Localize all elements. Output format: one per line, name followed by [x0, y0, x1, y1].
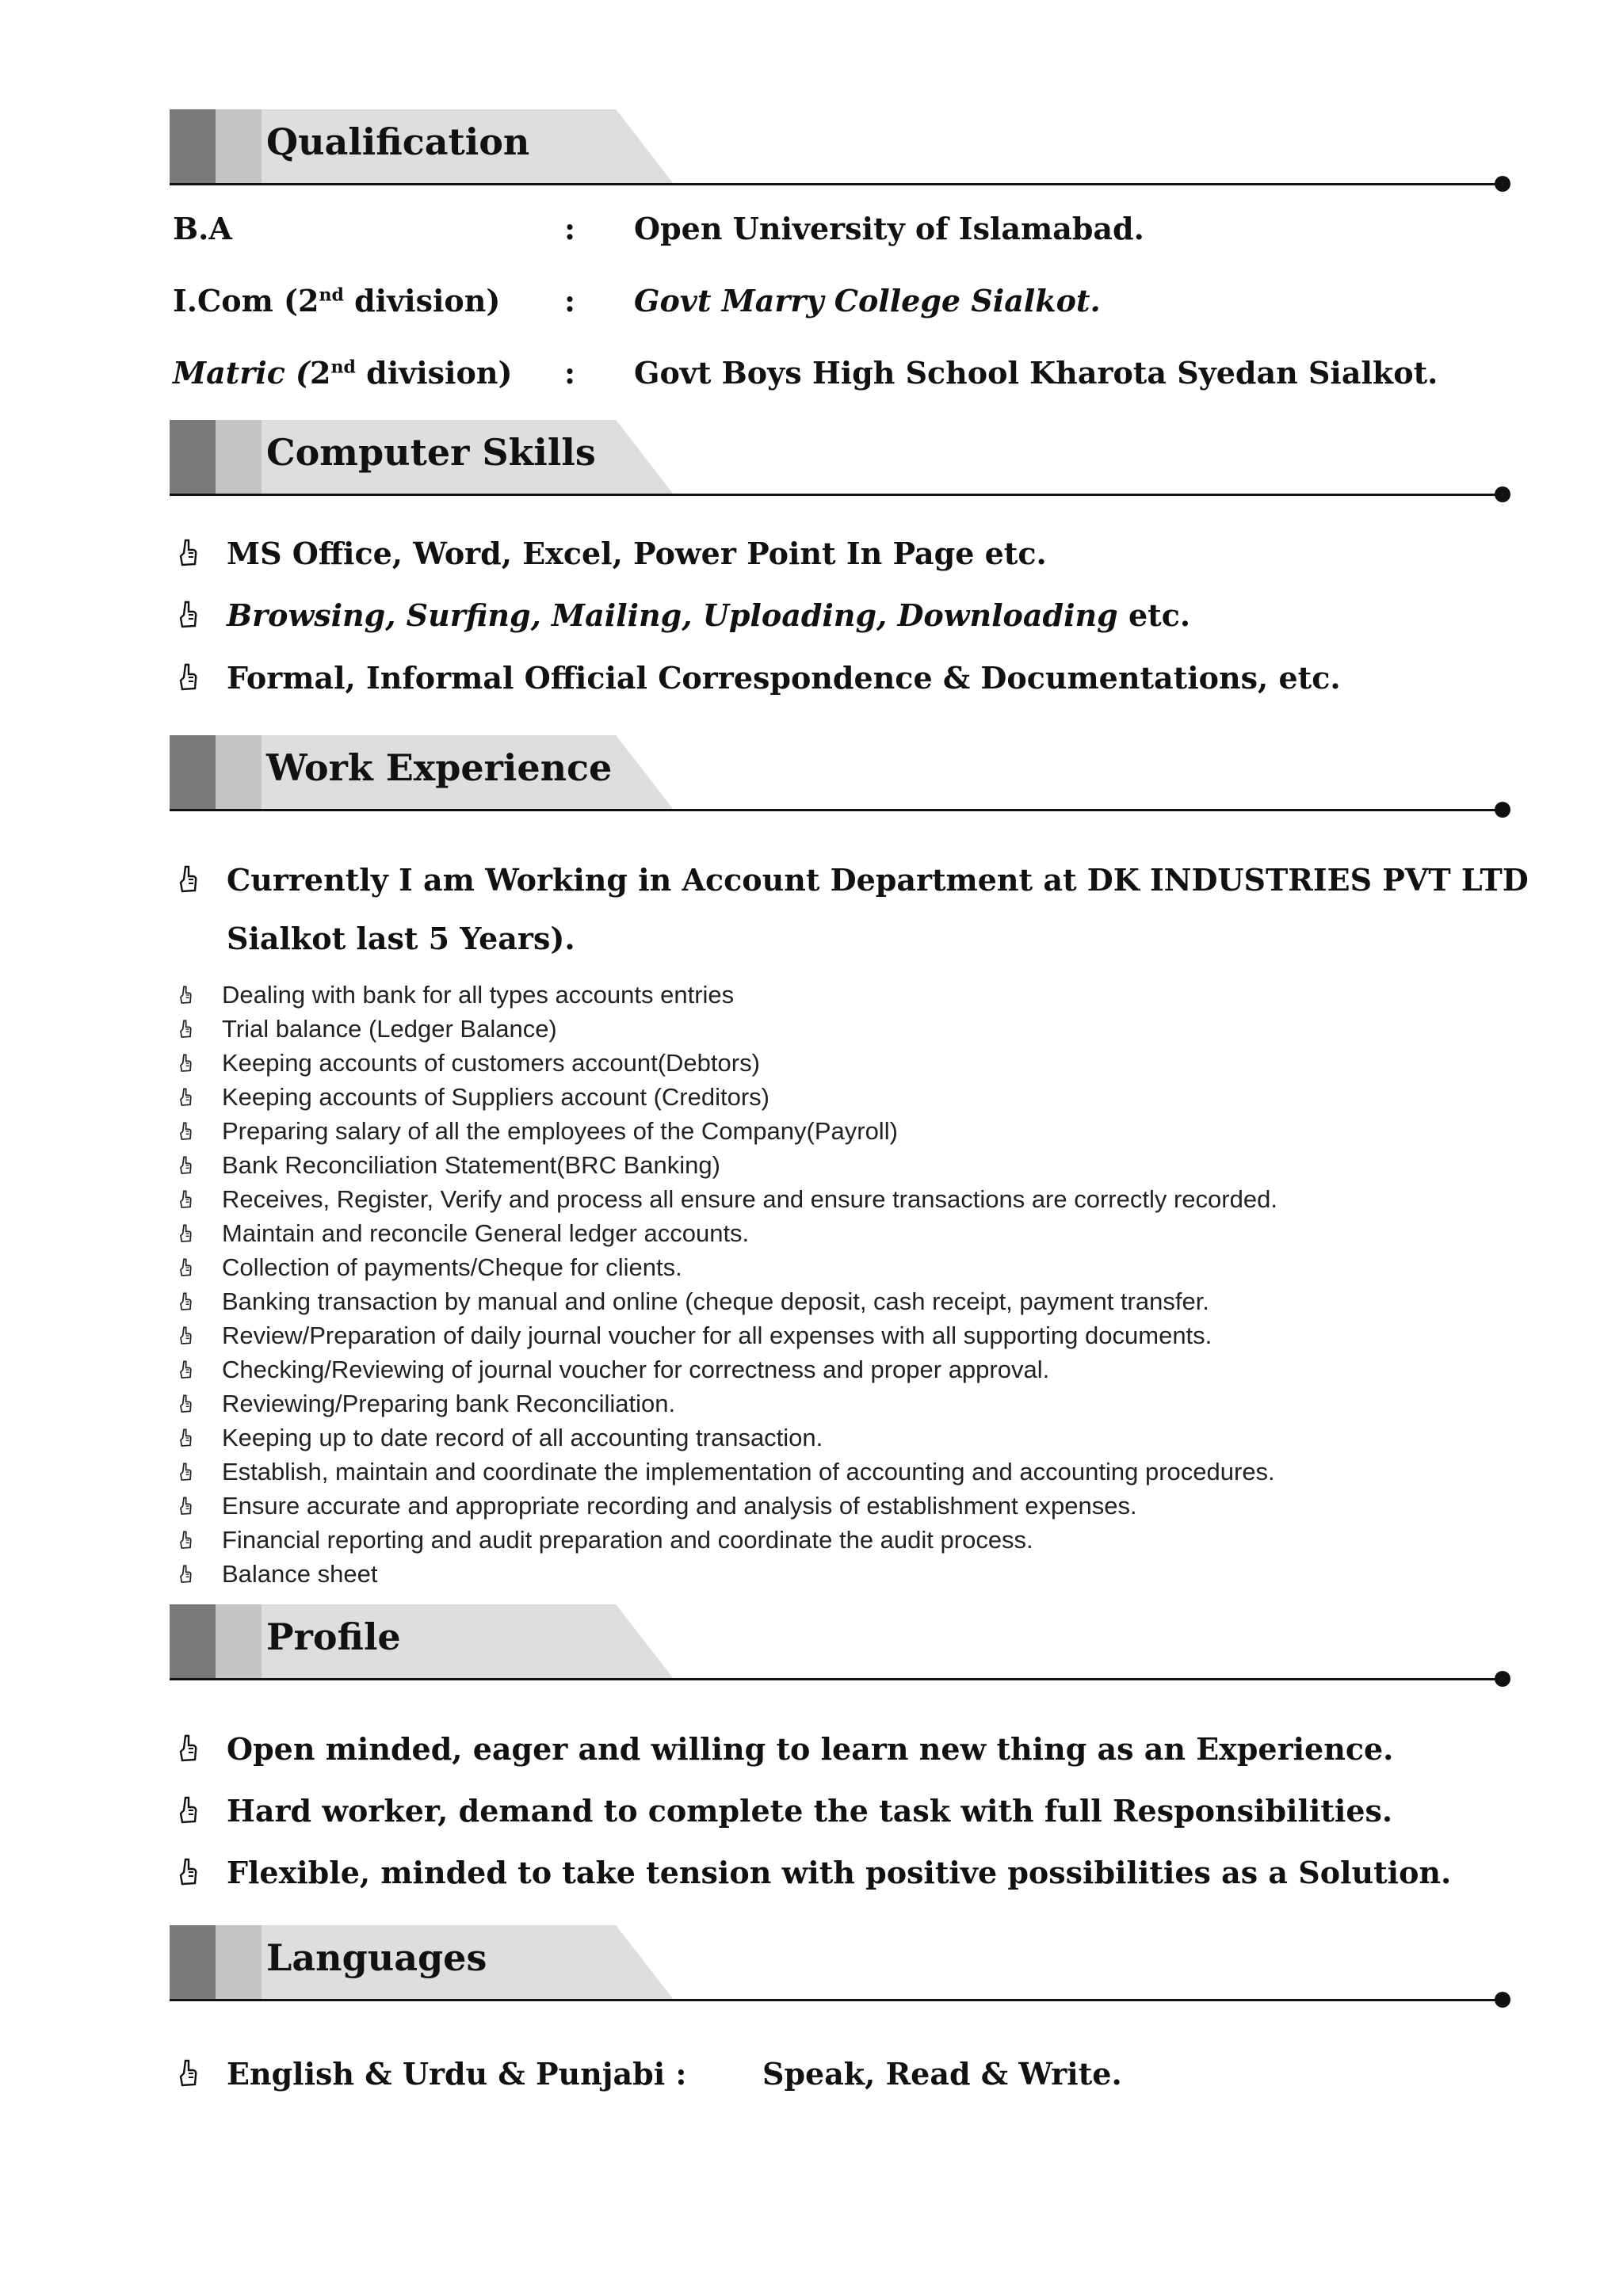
section-title: Profile — [266, 1615, 401, 1658]
profile-item: Hard worker, demand to complete the task with full Responsibilities. — [176, 1793, 1392, 1829]
section-divider — [170, 1678, 1501, 1680]
duty-item: Establish, maintain and coordinate the implementation of accounting and accounting procedures. — [178, 1455, 1277, 1489]
pointing-hand-icon — [176, 1734, 200, 1763]
duty-item: Collection of payments/Cheque for clients. — [178, 1250, 1277, 1284]
section-title: Languages — [266, 1936, 487, 1979]
section-divider — [170, 183, 1501, 185]
section-header-profile — [170, 1604, 1510, 1680]
pointing-hand-icon — [178, 1564, 193, 1585]
divider-dot — [1495, 176, 1510, 192]
institution: Govt Boys High School Kharota Syedan Sialkot. — [634, 355, 1438, 391]
duty-item: Keeping up to date record of all accounting transaction. — [178, 1421, 1277, 1455]
section-header-qualification — [170, 109, 1510, 185]
duty-item: Banking transaction by manual and online (cheque deposit, cash receipt, payment transfer. — [178, 1284, 1277, 1318]
pointing-hand-icon — [178, 1394, 193, 1414]
divider-dot — [1495, 486, 1510, 502]
pointing-hand-icon — [178, 1496, 193, 1516]
duty-item: Trial balance (Ledger Balance) — [178, 1012, 1277, 1046]
duty-item: Reviewing/Preparing bank Reconciliation. — [178, 1386, 1277, 1421]
profile-item: Open minded, eager and willing to learn new thing as an Experience. — [176, 1731, 1393, 1767]
section-title: Work Experience — [266, 746, 613, 789]
pointing-hand-icon — [178, 1087, 193, 1108]
work-intro: Currently I am Working in Account Department at DK INDUSTRIES PVT LTD — [176, 862, 1529, 898]
duty-item: Preparing salary of all the employees of the Company(Payroll) — [178, 1114, 1277, 1148]
pointing-hand-icon — [176, 2059, 200, 2088]
section-header-computer-skills — [170, 420, 1510, 496]
duty-item: Bank Reconciliation Statement(BRC Banking) — [178, 1148, 1277, 1182]
divider-dot — [1495, 1992, 1510, 2008]
divider-dot — [1495, 1671, 1510, 1687]
pointing-hand-icon — [178, 1019, 193, 1039]
duty-item: Keeping accounts of customers account(Debtors) — [178, 1046, 1277, 1080]
pointing-hand-icon — [178, 1189, 193, 1210]
duty-item: Checking/Reviewing of journal voucher for correctness and proper approval. — [178, 1352, 1277, 1386]
degree-label: Matric (2nd division) — [173, 355, 513, 391]
section-title: Computer Skills — [266, 431, 596, 474]
pointing-hand-icon — [178, 1291, 193, 1312]
pointing-hand-icon — [178, 1155, 193, 1176]
pointing-hand-icon — [178, 1053, 193, 1074]
pointing-hand-icon — [176, 663, 200, 692]
pointing-hand-icon — [178, 1360, 193, 1380]
languages-label: English & Urdu & Punjabi : — [227, 2056, 687, 2092]
pointing-hand-icon — [178, 1223, 193, 1244]
duty-item: Dealing with bank for all types accounts entries — [178, 978, 1277, 1012]
duties-list — [178, 978, 1277, 1591]
pointing-hand-icon — [176, 1858, 200, 1886]
degree-label: I.Com (2nd division) — [173, 283, 501, 318]
pointing-hand-icon — [176, 865, 200, 894]
language-item — [176, 2056, 686, 2092]
institution: Govt Marry College Sialkot. — [634, 283, 1101, 318]
section-title: Qualification — [266, 120, 530, 163]
pointing-hand-icon — [176, 601, 200, 629]
duty-item: Review/Preparation of daily journal voucher for all expenses with all supporting documents. — [178, 1318, 1277, 1352]
pointing-hand-icon — [178, 985, 193, 1005]
institution: Open University of Islamabad. — [634, 211, 1144, 246]
section-divider — [170, 809, 1501, 811]
duty-item: Maintain and reconcile General ledger accounts. — [178, 1216, 1277, 1250]
pointing-hand-icon — [178, 1530, 193, 1550]
duty-item: Ensure accurate and appropriate recording and analysis of establishment expenses. — [178, 1489, 1277, 1523]
duty-item: Keeping accounts of Suppliers account (Creditors) — [178, 1080, 1277, 1114]
duty-item: Receives, Register, Verify and process all ensure and ensure transactions are correctly recorded. — [178, 1182, 1277, 1216]
skill-item: Formal, Informal Official Correspondence & Documentations, etc. — [176, 660, 1341, 696]
pointing-hand-icon — [178, 1428, 193, 1448]
languages-proficiency: Speak, Read & Write. — [762, 2056, 1122, 2092]
pointing-hand-icon — [178, 1462, 193, 1482]
section-divider — [170, 494, 1501, 496]
pointing-hand-icon — [176, 1796, 200, 1825]
pointing-hand-icon — [178, 1257, 193, 1278]
section-header-work-experience — [170, 735, 1510, 811]
pointing-hand-icon — [178, 1325, 193, 1346]
skill-item: Browsing, Surfing, Mailing, Uploading, Downloading etc. — [176, 597, 1190, 633]
pointing-hand-icon — [176, 539, 200, 567]
degree-label: B.A — [173, 211, 232, 246]
section-divider — [170, 1999, 1501, 2001]
skill-item: MS Office, Word, Excel, Power Point In Page etc. — [176, 536, 1047, 571]
duty-item: Financial reporting and audit preparation and coordinate the audit process. — [178, 1523, 1277, 1557]
pointing-hand-icon — [178, 1121, 193, 1142]
profile-item: Flexible, minded to take tension with positive possibilities as a Solution. — [176, 1855, 1451, 1890]
work-intro-continued: Sialkot last 5 Years). — [227, 921, 575, 956]
duty-item: Balance sheet — [178, 1557, 1277, 1591]
section-header-languages — [170, 1925, 1510, 2001]
divider-dot — [1495, 802, 1510, 818]
